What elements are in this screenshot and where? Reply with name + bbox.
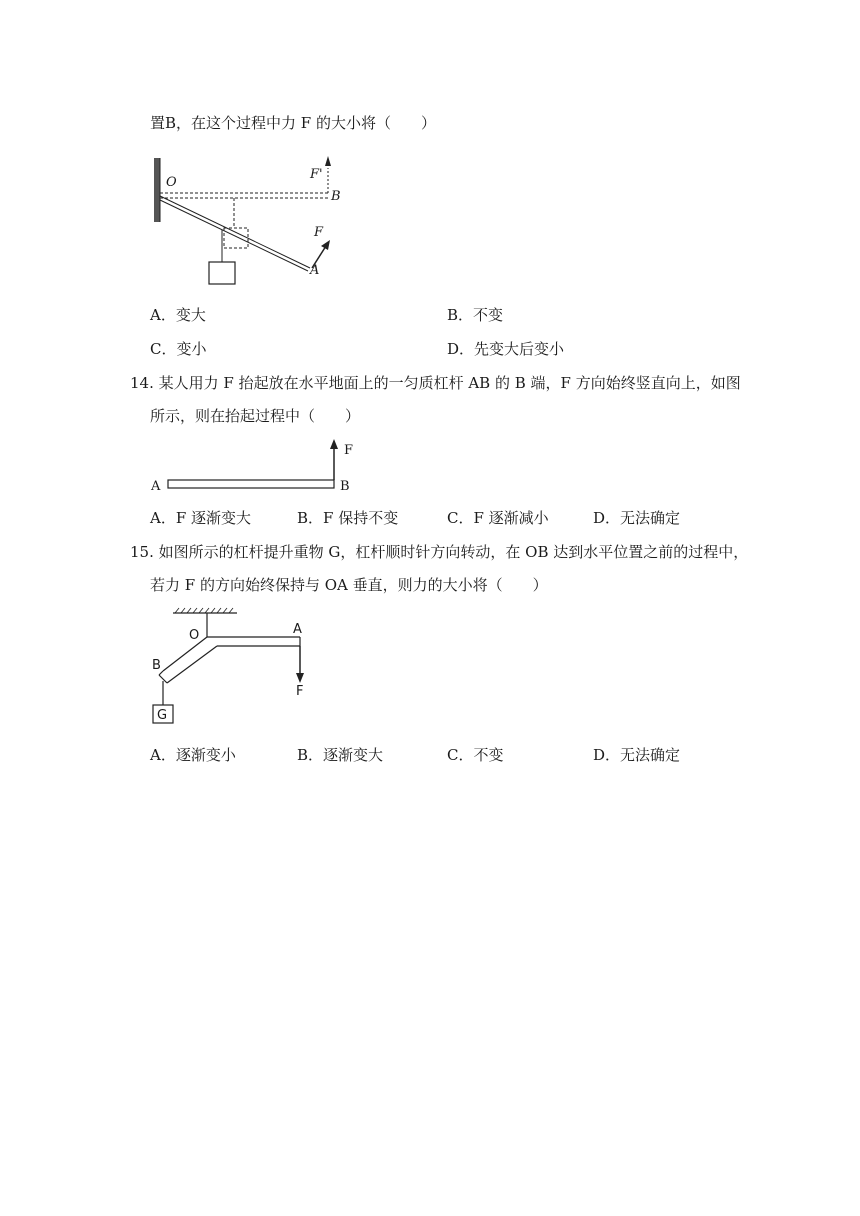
q14-option-c[interactable]: C．F 逐渐减小 (447, 509, 549, 527)
label-b: B (331, 189, 341, 204)
q13-stem-tail: 置B，在这个过程中力 F 的大小将（ ） (150, 114, 436, 132)
label-f-prime: F' (310, 167, 323, 182)
q13-option-a[interactable]: A．变大 (150, 306, 206, 324)
q14-stem-line2: 所示，则在抬起过程中（ ） (150, 407, 361, 425)
label-f: F (296, 684, 304, 699)
wall (154, 158, 160, 222)
q14-option-b[interactable]: B．F 保持不变 (297, 509, 399, 527)
q15-option-d[interactable]: D．无法确定 (593, 746, 681, 764)
label-o: O (189, 628, 200, 643)
label-b: B (340, 479, 350, 494)
q14-stem-line1: 14. 某人用力 F 抬起放在水平地面上的一匀质杠杆 AB 的 B 端，F 方向始终竖直向上，如图 (130, 374, 741, 392)
q15-option-a[interactable]: A．逐渐变小 (150, 746, 236, 764)
q15-stem-line2: 若力 F 的方向始终保持与 OA 垂直，则力的大小将（ ） (150, 576, 548, 594)
weight-block (209, 262, 235, 284)
q15-stem-line1: 15. 如图所示的杠杆提升重物 G，杠杆顺时针方向转动，在 OB 达到水平位置之前的过程中， (130, 543, 749, 561)
q15-option-c[interactable]: C．不变 (447, 746, 504, 764)
q13-option-b[interactable]: B．不变 (447, 306, 504, 324)
q14-option-d[interactable]: D．无法确定 (593, 509, 681, 527)
q14-option-a[interactable]: A．F 逐渐变大 (150, 509, 252, 527)
q13-option-c[interactable]: C．变小 (150, 340, 207, 358)
lever-ab (168, 480, 334, 488)
q15-option-b[interactable]: B．逐渐变大 (297, 746, 384, 764)
label-a: A (293, 622, 302, 637)
q15-figure (145, 605, 325, 735)
lever-oa (160, 196, 310, 268)
q13-figure (150, 150, 350, 290)
label-f: F (344, 443, 354, 458)
label-g: G (157, 708, 168, 723)
q14-figure (148, 436, 368, 496)
label-b: B (152, 658, 161, 673)
q13-option-d[interactable]: D．先变大后变小 (447, 340, 565, 358)
label-f: F (314, 225, 324, 240)
label-a: A (151, 479, 161, 494)
label-o: O (166, 175, 177, 190)
label-a: A (310, 263, 320, 278)
